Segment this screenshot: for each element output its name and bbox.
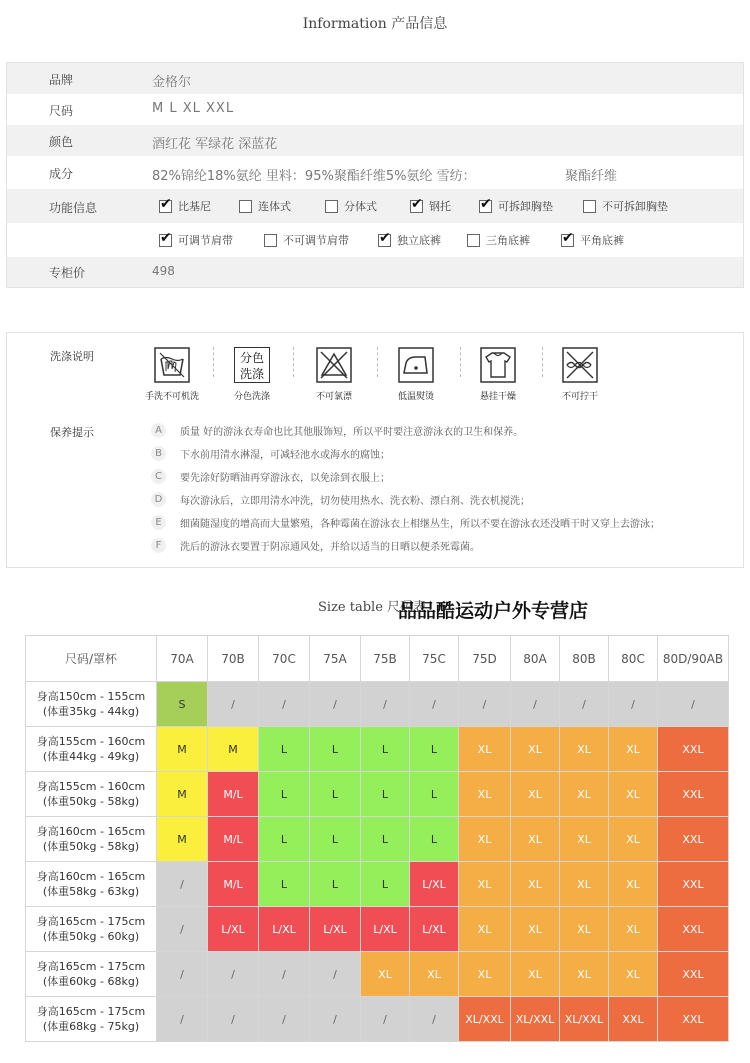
tip-letter: B <box>151 446 166 461</box>
function-option[interactable] <box>410 197 451 215</box>
size-cell: M <box>208 727 259 772</box>
height-range: 身高160cm - 165cm <box>36 870 146 883</box>
weight-range: (体重35kg - 44kg) <box>42 705 140 718</box>
body-measure-cell <box>26 682 157 727</box>
icon-divider <box>460 347 461 377</box>
function-option[interactable] <box>239 197 291 215</box>
size-cell: L <box>259 727 310 772</box>
function-option[interactable] <box>159 197 211 215</box>
checked-checkbox-icon[interactable] <box>479 200 492 213</box>
size-cell: / <box>157 997 208 1042</box>
hand-wash-caption: 手洗不可机洗 <box>144 392 199 402</box>
size-cell: XL <box>511 862 560 907</box>
low-iron-icon <box>381 347 451 402</box>
size-table-header <box>26 636 729 682</box>
no-bleach-caption: 不可氯漂 <box>315 392 352 402</box>
hang-dry-caption: 悬挂干燥 <box>479 392 516 402</box>
size-cell: XL/XXL <box>459 997 511 1042</box>
function-option-label: 独立底裤 <box>397 234 441 247</box>
tips-label: 保养提示 <box>50 426 94 439</box>
size-cell: XXL <box>658 817 729 862</box>
size-cell: / <box>310 952 361 997</box>
size-cell: XL <box>560 907 609 952</box>
size-cell: XL <box>560 727 609 772</box>
size-cell: XXL <box>658 862 729 907</box>
tip-letter: D <box>151 492 166 507</box>
body-measure-cell <box>26 952 157 997</box>
material-row <box>7 156 743 189</box>
function-label: 功能信息 <box>49 201 98 215</box>
size-cell: XL <box>459 952 511 997</box>
price-label: 专柜价 <box>49 266 86 280</box>
low-iron-caption: 低温熨烫 <box>397 392 434 402</box>
weight-range: (体重58kg - 63kg) <box>42 885 140 898</box>
size-cell: L <box>361 817 410 862</box>
tip-text: 每次游泳后，立即用清水冲洗，切勿使用热水、洗衣粉、漂白剂、洗衣机搅洗； <box>180 495 530 507</box>
size-cell: XXL <box>609 997 658 1042</box>
size-cell: XL <box>511 817 560 862</box>
size-cell: / <box>208 952 259 997</box>
size-cell: / <box>410 997 459 1042</box>
separate-wash-text-2: 洗涤 <box>239 367 264 381</box>
size-cell: XL <box>560 862 609 907</box>
tip-item <box>151 444 390 462</box>
size-cell: L/XL <box>310 907 361 952</box>
size-cell: / <box>157 862 208 907</box>
size-cell: XL <box>609 772 658 817</box>
body-measure-cell <box>26 907 157 952</box>
function-checkbox-group-1 <box>159 197 749 217</box>
info-title: Information 产品信息 <box>302 16 448 32</box>
size-cell: / <box>259 952 310 997</box>
function-option-label: 不可调节肩带 <box>283 234 349 247</box>
weight-range: (体重50kg - 60kg) <box>42 930 140 943</box>
size-cell: XXL <box>658 952 729 997</box>
size-cell: XL <box>560 817 609 862</box>
size-cell: XXL <box>658 727 729 772</box>
icon-divider <box>542 347 543 377</box>
size-cell: / <box>560 682 609 727</box>
function-option-label: 连体式 <box>258 200 291 213</box>
tip-letter: C <box>151 469 166 484</box>
unchecked-checkbox-icon[interactable] <box>325 200 338 213</box>
weight-range: (体重60kg - 68kg) <box>42 975 140 988</box>
body-measure-cell <box>26 727 157 772</box>
tip-item <box>151 536 480 554</box>
size-cell: / <box>511 682 560 727</box>
cup-header: 75C <box>410 636 459 682</box>
brand-value: 金格尔 <box>152 75 192 90</box>
size-cell: S <box>157 682 208 727</box>
body-measure-cell <box>26 817 157 862</box>
size-cell: L <box>259 862 310 907</box>
tip-text: 要先涂好防晒油再穿游泳衣，以免涂到衣服上； <box>180 472 390 484</box>
function-option-label: 三角底裤 <box>486 234 530 247</box>
size-row <box>26 772 729 817</box>
no-wring-icon <box>545 347 615 402</box>
tip-text: 洗后的游泳衣要置于阴凉通风处，并给以适当的日晒以便杀死霉菌。 <box>180 541 480 553</box>
size-cell: / <box>459 682 511 727</box>
function-option[interactable] <box>325 197 377 215</box>
size-cell: XL <box>410 952 459 997</box>
size-cell: XL <box>361 952 410 997</box>
size-table-corner: 尺码/罩杯 <box>26 636 157 682</box>
tip-letter: E <box>151 515 166 530</box>
body-measure-cell <box>26 997 157 1042</box>
size-cell: / <box>361 997 410 1042</box>
size-table-title: Size table 尺码表 <box>318 600 427 615</box>
tip-item <box>151 490 530 508</box>
cup-header: 80D/90AB <box>658 636 729 682</box>
size-cell: L <box>410 817 459 862</box>
size-cell: XXL <box>658 997 729 1042</box>
size-cell: XL <box>459 727 511 772</box>
cup-header: 70A <box>157 636 208 682</box>
function-option[interactable] <box>378 231 441 249</box>
wash-label: 洗涤说明 <box>50 350 94 363</box>
function-option-label: 不可拆卸胸垫 <box>602 200 668 213</box>
size-cell: L/XL <box>410 862 459 907</box>
size-cell: M <box>157 817 208 862</box>
size-cell: / <box>259 682 310 727</box>
size-cell: L <box>410 727 459 772</box>
size-cell: / <box>658 682 729 727</box>
color-row <box>7 125 743 156</box>
function-option[interactable] <box>479 197 553 215</box>
icon-divider <box>377 347 378 377</box>
cup-header: 75A <box>310 636 361 682</box>
size-row <box>26 862 729 907</box>
unchecked-checkbox-icon[interactable] <box>264 234 277 247</box>
tip-item <box>151 513 660 531</box>
size-cell: L <box>310 727 361 772</box>
separate-wash-caption: 分色洗涤 <box>233 392 270 402</box>
checked-checkbox-icon[interactable] <box>561 234 574 247</box>
size-cell: XL <box>459 907 511 952</box>
product-info-panel <box>6 62 744 288</box>
cup-header: 75D <box>459 636 511 682</box>
height-range: 身高155cm - 160cm <box>36 735 146 748</box>
size-cell: L/XL <box>259 907 310 952</box>
size-cell: XL <box>560 772 609 817</box>
function-option[interactable] <box>561 231 624 249</box>
function-option-label: 钢托 <box>429 200 451 213</box>
color-label: 颜色 <box>49 135 74 149</box>
size-cell: / <box>208 997 259 1042</box>
hand-wash-icon <box>137 347 207 402</box>
cup-header: 80B <box>560 636 609 682</box>
body-measure-cell <box>26 862 157 907</box>
checked-checkbox-icon[interactable] <box>378 234 391 247</box>
function-option-label: 可拆卸胸垫 <box>498 200 553 213</box>
size-cell: XL <box>609 727 658 772</box>
separate-wash-text-1: 分色 <box>239 351 264 365</box>
function-option[interactable] <box>467 231 530 249</box>
size-cell: L <box>310 862 361 907</box>
size-cell: / <box>361 682 410 727</box>
size-cell: L <box>310 772 361 817</box>
size-cell: L <box>361 862 410 907</box>
size-row <box>26 952 729 997</box>
size-label: 尺码 <box>49 104 74 118</box>
function-option-label: 分体式 <box>344 200 377 213</box>
size-cell: L <box>259 772 310 817</box>
size-row <box>26 682 729 727</box>
size-cell: XXL <box>658 907 729 952</box>
brand-row <box>7 63 743 94</box>
separate-wash-icon <box>217 347 287 402</box>
unchecked-checkbox-icon[interactable] <box>583 200 596 213</box>
icon-divider <box>213 347 214 377</box>
function-option[interactable] <box>159 231 233 249</box>
size-table <box>25 635 729 1042</box>
cup-header: 80C <box>609 636 658 682</box>
size-row <box>7 94 743 125</box>
icon-divider <box>293 347 294 377</box>
weight-range: (体重44kg - 49kg) <box>42 750 140 763</box>
checked-checkbox-icon[interactable] <box>410 200 423 213</box>
size-row <box>26 817 729 862</box>
unchecked-checkbox-icon[interactable] <box>239 200 252 213</box>
size-cell: L <box>361 727 410 772</box>
cup-header: 75B <box>361 636 410 682</box>
size-cell: XL <box>511 727 560 772</box>
function-option-label: 比基尼 <box>178 200 211 213</box>
size-cell: L/XL <box>410 907 459 952</box>
size-cell: L/XL <box>208 907 259 952</box>
cup-header: 70B <box>208 636 259 682</box>
function-option-label: 可调节肩带 <box>178 234 233 247</box>
size-cell: XXL <box>658 772 729 817</box>
size-cell: XL <box>459 862 511 907</box>
size-cell: XL <box>511 772 560 817</box>
checked-checkbox-icon[interactable] <box>159 200 172 213</box>
color-value: 酒红花 军绿花 深蓝花 <box>152 137 278 152</box>
height-range: 身高150cm - 155cm <box>36 690 146 703</box>
height-range: 身高160cm - 165cm <box>36 825 146 838</box>
function-option[interactable] <box>583 197 668 215</box>
height-range: 身高165cm - 175cm <box>36 915 146 928</box>
height-range: 身高155cm - 160cm <box>36 780 146 793</box>
height-range: 身高165cm - 175cm <box>36 1005 146 1018</box>
function-checkbox-group-2 <box>159 231 749 251</box>
function-row-2 <box>7 223 743 257</box>
size-value: M L XL XXL <box>152 101 235 116</box>
weight-range: (体重50kg - 58kg) <box>42 795 140 808</box>
function-row-1 <box>7 189 743 223</box>
tip-text: 质量 好的游泳衣寿命也比其他服饰短，所以平时要注意游泳衣的卫生和保养。 <box>180 426 524 438</box>
size-cell: M/L <box>208 862 259 907</box>
size-cell: M <box>157 727 208 772</box>
size-row <box>26 727 729 772</box>
height-range: 身高165cm - 175cm <box>36 960 146 973</box>
size-cell: XL <box>511 952 560 997</box>
tip-text: 下水前用清水淋湿，可减轻池水或海水的腐蚀； <box>180 449 390 461</box>
cup-header: 70C <box>259 636 310 682</box>
size-cell: / <box>410 682 459 727</box>
size-row <box>26 997 729 1042</box>
no-wring-caption: 不可拧干 <box>561 392 598 402</box>
size-cell: / <box>157 952 208 997</box>
size-cell: M/L <box>208 772 259 817</box>
cup-header: 80A <box>511 636 560 682</box>
size-cell: XL <box>609 952 658 997</box>
size-cell: L <box>310 817 361 862</box>
size-cell: XL/XXL <box>511 997 560 1042</box>
material-extra: 聚酯纤维 <box>565 169 618 184</box>
size-cell: / <box>259 997 310 1042</box>
size-row <box>26 907 729 952</box>
unchecked-checkbox-icon[interactable] <box>467 234 480 247</box>
care-panel <box>6 332 744 568</box>
weight-range: (体重50kg - 58kg) <box>42 840 140 853</box>
function-option[interactable] <box>264 231 349 249</box>
brand-label: 品牌 <box>49 73 74 87</box>
size-cell: XL <box>560 952 609 997</box>
weight-range: (体重68kg - 75kg) <box>42 1020 140 1033</box>
price-row <box>7 257 743 287</box>
tip-item <box>151 421 523 439</box>
size-cell: / <box>208 682 259 727</box>
size-cell: XL <box>459 772 511 817</box>
size-cell: / <box>310 682 361 727</box>
size-cell: M/L <box>208 817 259 862</box>
material-label: 成分 <box>49 167 74 181</box>
body-measure-cell <box>26 772 157 817</box>
size-cell: XL <box>609 862 658 907</box>
size-cell: XL <box>609 817 658 862</box>
size-cell: L <box>259 817 310 862</box>
no-bleach-icon <box>299 347 369 402</box>
hang-dry-icon <box>463 347 533 402</box>
size-cell: L <box>361 772 410 817</box>
size-cell: XL <box>459 817 511 862</box>
size-cell: / <box>157 907 208 952</box>
size-cell: M <box>157 772 208 817</box>
size-cell: / <box>609 682 658 727</box>
size-cell: / <box>310 997 361 1042</box>
material-value: 82%锦纶18%氨纶 里料：95%聚酯纤维5%氨纶 雪纺： <box>152 169 476 184</box>
tip-text: 细菌随湿度的增高而大量繁殖，各种霉菌在游泳衣上相继丛生，所以不要在游泳衣还没晒干时又穿上去游泳； <box>180 518 660 530</box>
shop-name-overlay: 品品酷运动户外专营店 <box>398 600 589 622</box>
function-option-label: 平角底裤 <box>580 234 624 247</box>
checked-checkbox-icon[interactable] <box>159 234 172 247</box>
price-value: 498 <box>152 264 175 278</box>
size-cell: L/XL <box>361 907 410 952</box>
size-cell: XL/XXL <box>560 997 609 1042</box>
size-cell: L <box>410 772 459 817</box>
tip-letter: F <box>151 538 166 553</box>
size-cell: XL <box>609 907 658 952</box>
tip-letter: A <box>151 423 166 438</box>
size-cell: XL <box>511 907 560 952</box>
tip-item <box>151 467 390 485</box>
